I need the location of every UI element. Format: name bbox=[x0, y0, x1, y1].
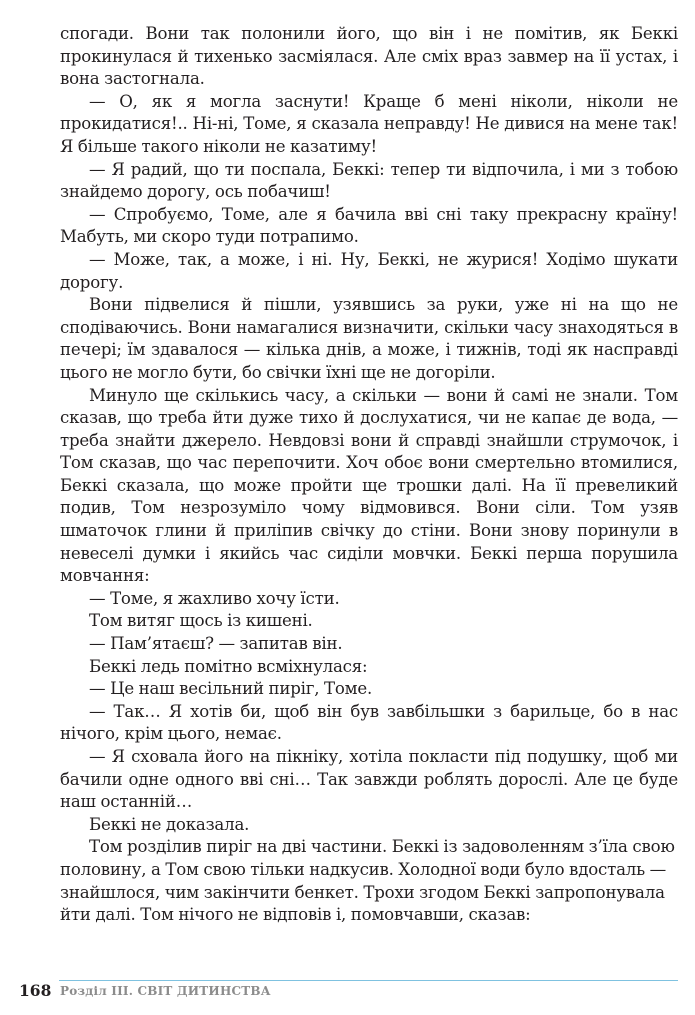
page-footer bbox=[19, 980, 679, 1000]
paragraph: спогади. Вони так полонили його, що він і не помітив, як Беккі прокинулася й тихенько засміялася. Але сміх враз завмер на її устах, і вона застогнала. bbox=[60, 24, 678, 89]
paragraph: Вони підвелися й пішли, узявшись за руки, уже ні на що не сподіваючись. Вони намагалися визначити, скільки часу знаходяться в печері; їм здавалося — кілька днів, а може, і тижнів, тоді як насправді цього не могло бути, бо свічки їхні ще не догоріли. bbox=[60, 295, 678, 382]
paragraph: — О, як я могла заснути! Краще б мені ніколи, ніколи не прокидатися!.. Ні-ні, Томе, я сказала неправду! Не дивися на мене так! Я більше такого ніколи не казатиму! bbox=[60, 91, 678, 156]
paragraph: — Я радий, що ти поспала, Беккі: тепер ти відпочила, і ми з тобою знайдемо дорогу, ось побачиш! bbox=[60, 159, 678, 202]
page-body bbox=[60, 23, 678, 927]
paragraph: Беккі ледь помітно всміхнулася: bbox=[89, 656, 368, 676]
paragraph: Том розділив пиріг на дві частини. Беккі із задоволенням з’їла свою половину, а Том свою тільки надкусив. Холодної води було вдосталь — знайшлося, чим закінчити бенкет. Трохи згодом Беккі запропонувала йти далі. Том нічого не відповів і, помовчавши, сказав: bbox=[60, 837, 675, 925]
paragraph: — Може, так, а може, і ні. Ну, Беккі, не журися! Ходімо шукати дорогу. bbox=[60, 249, 678, 292]
paragraph: — Томе, я жахливо хочу їсти. bbox=[89, 588, 340, 608]
paragraph: Беккі не доказала. bbox=[89, 814, 250, 834]
paragraph: — Пам’ятаєш? — запитав він. bbox=[89, 634, 343, 654]
paragraph: — Я сховала його на пікніку, хотіла покласти під подушку, щоб ми бачили одне одного вві сні… Так завжди роблять дорослі. Але це буде наш останній… bbox=[60, 747, 678, 812]
page-number: 168 bbox=[19, 981, 52, 1000]
paragraph: — Це наш весільний пиріг, Томе. bbox=[89, 679, 373, 699]
paragraph: Том витяг щось із кишені. bbox=[89, 611, 313, 631]
footer-rule bbox=[59, 980, 678, 981]
paragraph: — Спробуємо, Томе, але я бачила вві сні таку прекрасну країну! Мабуть, ми скоро туди потрапимо. bbox=[60, 204, 678, 247]
paragraph: — Так… Я хотів би, щоб він був завбільшки з барильце, бо в нас нічого, крім цього, немає. bbox=[60, 701, 678, 744]
section-label: Розділ ІІІ. СВІТ ДИТИНСТВА bbox=[60, 984, 271, 998]
paragraph: Минуло ще скількись часу, а скільки — вони й самі не знали. Том сказав, що треба йти дуже тихо й дослухатися, чи не капає де вода, — треба знайти джерело. Невдовзі вони й справді знайшли струмочок, і Том сказав, що час перепочити. Хоч обоє вони смертельно втомилися, Беккі сказала, що може пройти ще трошки далі. На її превеликий подив, Том незрозуміло чому відмовився. Вони сіли. Том узяв шматочок глини й приліпив свічку до стіни. Вони знову поринули в невеселі думки і якийсь час сиділи мовчки. Беккі перша порушила мовчання: bbox=[60, 385, 678, 586]
